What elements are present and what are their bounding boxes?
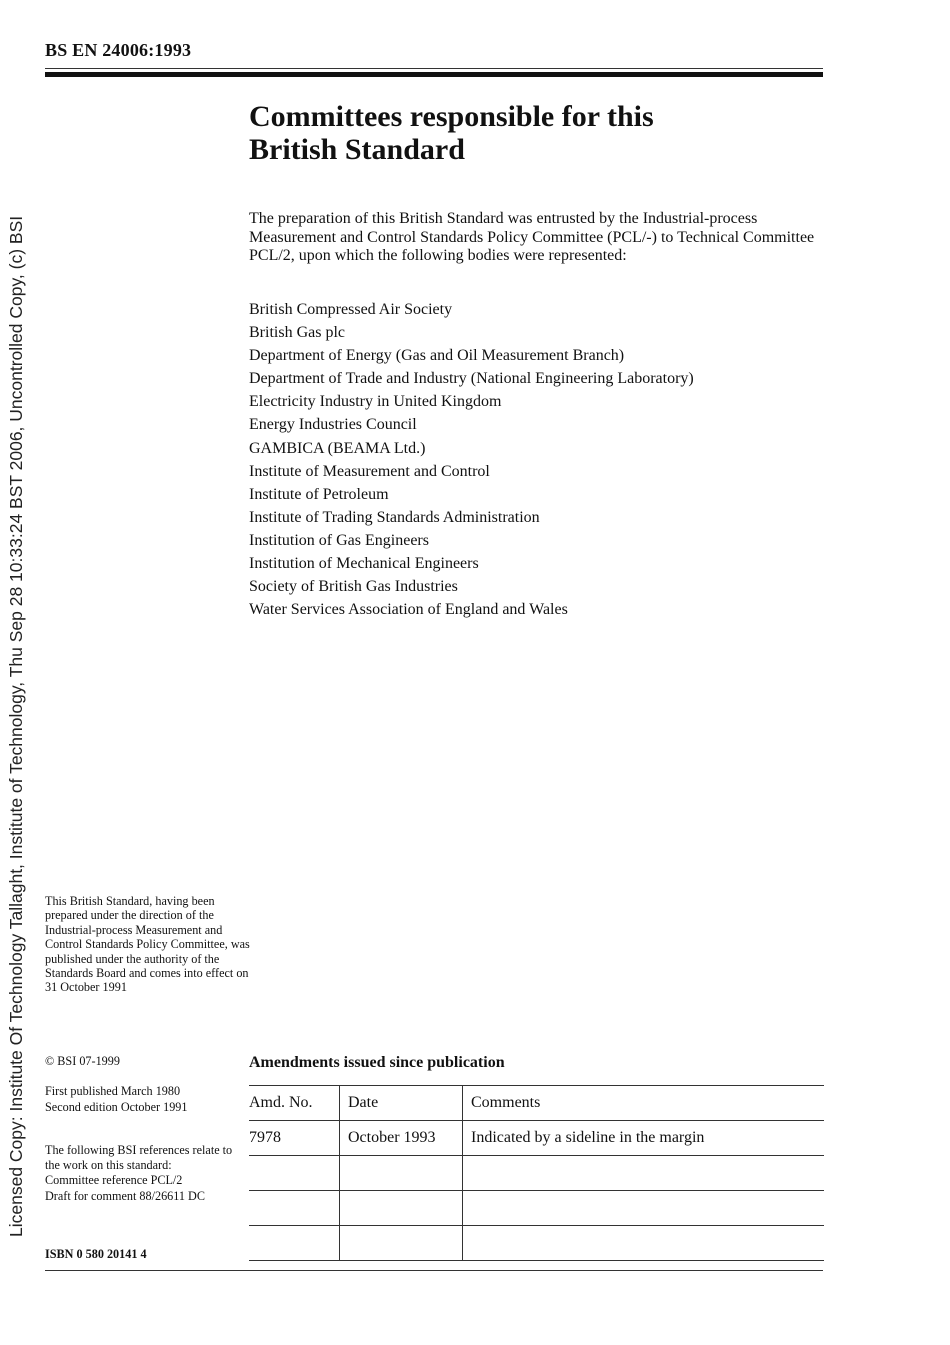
list-item: Society of British Gas Industries [249, 578, 458, 596]
comments-cell: Indicated by a sideline in the margin [463, 1121, 825, 1156]
date-cell [340, 1156, 463, 1191]
draft-reference: Draft for comment 88/26611 DC [45, 1188, 205, 1203]
list-item: British Compressed Air Society [249, 301, 453, 318]
second-edition: Second edition October 1991 [45, 1099, 188, 1114]
bsi-references [45, 1143, 250, 1204]
table-row [249, 1226, 824, 1261]
license-watermark: Licensed Copy: Institute Of Technology Tallaght, Institute of Technology, Thu Sep 28 10:33:24 BST 2006, Uncontrolled Copy, (c) BSI [6, 215, 26, 1237]
page-title [249, 100, 809, 166]
list-item: Electricity Industry in United Kingdom [249, 393, 502, 411]
list-item: Institute of Trading Standards Administration [249, 508, 540, 526]
footer-rule [45, 1270, 823, 1271]
publication-note: This British Standard, having been prepared under the direction of the Industrial-process Measurement and Control Standards Policy Committee, was published under the authority of the Standards Board and comes into effect on 31 October 1991 [45, 894, 250, 995]
date-cell [340, 1191, 463, 1226]
table-row [249, 1121, 824, 1156]
list-item: Institute of Measurement and Control [249, 462, 490, 480]
references-intro: The following BSI references relate to the work on this standard: [45, 1143, 233, 1173]
amd-no-cell: 7978 [249, 1121, 340, 1156]
column-header-amd-no: Amd. No. [249, 1086, 340, 1121]
date-cell: October 1993 [340, 1121, 463, 1156]
list-item: Water Services Association of England and Wales [249, 601, 568, 619]
table-row [249, 1156, 824, 1191]
list-item: Department of Trade and Industry (National Engineering Laboratory) [249, 370, 694, 388]
comments-cell [463, 1156, 825, 1191]
represented-bodies-list [249, 298, 694, 621]
copyright-notice: © BSI 07-1999 [45, 1054, 120, 1068]
first-published: First published March 1980 [45, 1084, 181, 1098]
isbn: ISBN 0 580 20141 4 [45, 1247, 147, 1261]
amd-no-cell [249, 1191, 340, 1226]
document-id: BS EN 24006:1993 [45, 40, 192, 60]
list-item: Institution of Gas Engineers [249, 531, 429, 549]
committee-reference: Committee reference PCL/2 [45, 1173, 183, 1188]
title-line-2: British Standard [249, 133, 465, 166]
list-item: British Gas plc [249, 324, 345, 342]
comments-cell [463, 1191, 825, 1226]
date-cell [340, 1226, 463, 1261]
column-header-comments: Comments [463, 1086, 825, 1121]
publication-history [45, 1084, 188, 1115]
list-item: Energy Industries Council [249, 416, 417, 434]
amendments-table [249, 1085, 824, 1261]
column-header-date: Date [340, 1086, 463, 1121]
header-rule-thin [45, 68, 823, 69]
list-item: Institute of Petroleum [249, 485, 389, 503]
comments-cell [463, 1226, 825, 1261]
amendments-heading: Amendments issued since publication [249, 1054, 505, 1071]
table-header-row [249, 1086, 824, 1121]
list-item: GAMBICA (BEAMA Ltd.) [249, 439, 426, 457]
table-row [249, 1191, 824, 1226]
header-rule-thick [45, 72, 823, 77]
title-line-1: Committees responsible for this [249, 100, 654, 133]
intro-paragraph: The preparation of this British Standard was entrusted by the Industrial-process Measurement and Control Standards Policy Committee (PCL/-) to Technical Committee PCL/2, upon which the following bodies were represented: [249, 210, 815, 264]
list-item: Institution of Mechanical Engineers [249, 555, 479, 573]
list-item: Department of Energy (Gas and Oil Measurement Branch) [249, 347, 625, 365]
amd-no-cell [249, 1226, 340, 1261]
amd-no-cell [249, 1156, 340, 1191]
